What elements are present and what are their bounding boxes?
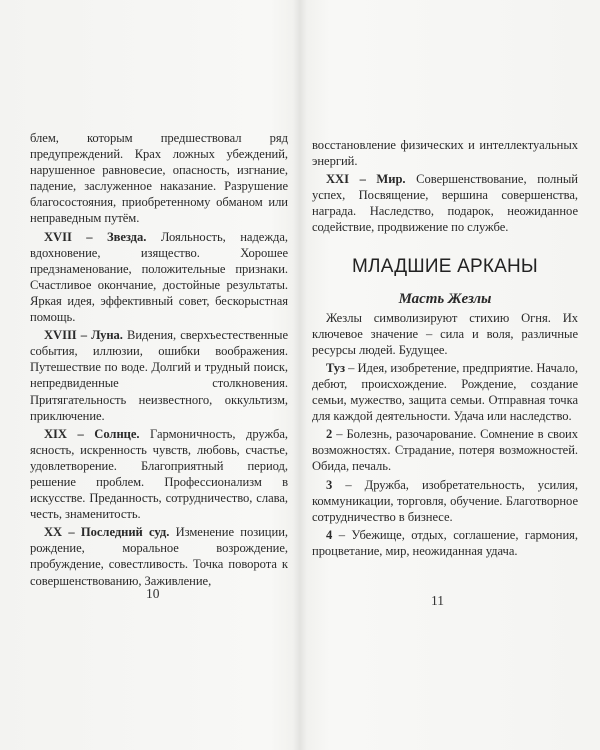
arcana-title: XX – Последний суд. [44,525,170,540]
card-title: 4 [326,527,333,542]
page-number-right: 11 [431,593,444,608]
card-title: Туз [326,360,345,375]
right-page [300,0,600,750]
suit-intro-paragraph: Жезлы символизируют стихию Огня. Их ключевое значение – сила и воля, различные ресурсы людей. Будущее. [312,310,578,357]
arcana-title: XXI – Мир. [326,172,406,187]
arcana-title: XVIII – Луна. [44,328,123,343]
right-paragraph-world: XXI – Мир. Совершенствование, полный успех, Посвящение, вершина совершенства, награда. Наследство, подарок, неожиданное содействие, продвижение по службе. [312,172,578,235]
suit-subheading: Масть Жезлы [398,290,492,307]
card-paragraph-3: 3 – Дружба, изобретательность, усилия, коммуникации, торговля, обучение. Благотворное сотрудничество в бизнесе. [312,477,578,524]
left-page-text [30,130,288,591]
left-paragraph-1: блем, которым предшествовал ряд предупреждений. Крах ложных убеждений, нарушенное равновесие, опасность, изгнание, падение, заслуженное наказание. Разрушение благосостояния, приобретенному обманом или неправедным путём. [30,131,288,226]
left-paragraph-moon: XVIII – Луна. Видения, сверхъестественные события, иллюзии, ошибки воображения. Путешествие по воде. Долгий и трудный поиск, непредвиденные столкновения. Притягательность неизвестного, оккультизм, приключение. [30,328,288,423]
arcana-title: XVII – Звезда. [44,229,147,244]
card-paragraph-4: 4 – Убежище, отдых, соглашение, гармония, процветание, мир, неожиданная удача. [312,527,578,558]
page-number-left: 10 [146,586,160,601]
right-page-text [312,137,578,561]
card-paragraph-ace: Туз – Идея, изобретение, предприятие. Начало, дебют, происхождение. Рождение, создание семьи, мужество, защита семьи. Отправная точка для каждой деятельности. Удача или наследство. [312,360,578,424]
right-paragraph-continued: восстановление физических и интеллектуальных энергий. [312,138,578,169]
card-paragraph-2: 2 – Болезнь, разочарование. Сомнение в своих возможностях. Страдание, потеря возможностей. Обида, печаль. [312,427,578,474]
arcana-title: XIX – Солнце. [44,426,140,441]
left-paragraph-star: XVII – Звезда. Лояльность, надежда, вдохновение, изящество. Хорошее предзнаменование, положительные признаки. Счастливое окончание, достойные результаты. Яркая идея, эффективный совет, бескорыстная помощь. [30,229,288,325]
section-heading: МЛАДШИЕ АРКАНЫ [352,255,538,277]
card-title: 3 [326,477,333,492]
left-paragraph-sun: XIX – Солнце. Гармоничность, дружба, ясность, искренность чувств, любовь, счастье, удовлетворение. Благоприятный период, решение проблем. Профессионализм в искусстве. Преданность, сотрудничество, слава, честь, знаменитость. [30,426,288,522]
left-paragraph-judgement: XX – Последний суд. Изменение позиции, рождение, моральное возрождение, пробуждение, совестливость. Точка поворота к совершенствованию, Заживление, [30,525,288,588]
card-title: 2 [326,427,333,442]
